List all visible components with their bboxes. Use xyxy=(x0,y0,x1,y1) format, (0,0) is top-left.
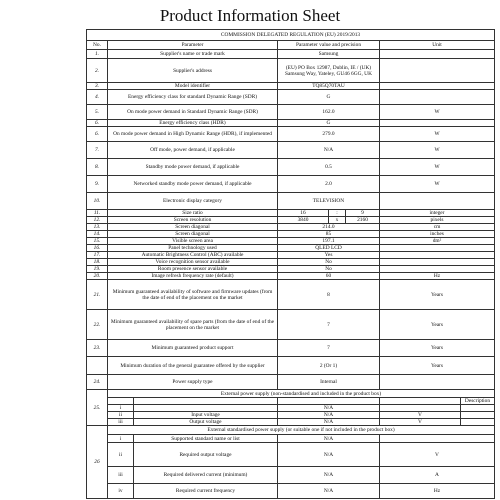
row-value-b: 9 xyxy=(346,210,380,217)
row-unit xyxy=(380,50,495,59)
row-parameter: Screen diagonal xyxy=(108,231,278,238)
row-parameter: Minimum duration of the general guarantee offered by the supplier xyxy=(108,357,278,375)
row-value: N/A xyxy=(278,443,380,467)
row-value: 279.0 xyxy=(278,127,380,142)
table-row xyxy=(87,280,495,310)
row-unit: W xyxy=(380,127,495,142)
table-row xyxy=(87,90,495,105)
row-value-separator: x xyxy=(329,217,346,224)
row-parameter: Required delivered current (minimum) xyxy=(134,467,278,484)
row-value: Internal xyxy=(278,375,380,390)
blank-cell xyxy=(380,398,461,405)
table-row xyxy=(87,127,495,142)
row-value: 85 xyxy=(278,231,380,238)
row-unit xyxy=(380,252,495,259)
row-number: 4. xyxy=(87,90,108,105)
row-parameter: Automatic Brightness Control (ABC) available xyxy=(108,252,278,259)
row-value: 60 xyxy=(278,273,380,280)
row-unit: Years xyxy=(380,280,495,310)
row-value: N/A xyxy=(278,142,380,159)
row-number: 5. xyxy=(87,105,108,120)
row-number: 6. xyxy=(87,127,108,142)
row-unit: Years xyxy=(380,357,495,375)
row-value: No xyxy=(278,259,380,266)
external-power-header: External power supply (non-standardised and included in the product box) xyxy=(108,390,495,398)
row-unit: W xyxy=(380,105,495,120)
table-row xyxy=(87,310,495,340)
description-header: Description xyxy=(461,398,495,405)
table-row xyxy=(87,375,495,390)
row-number: 2. xyxy=(87,59,108,83)
external-power-header-row xyxy=(87,390,495,398)
row-number: 14. xyxy=(87,231,108,238)
header-no: No. xyxy=(87,41,108,50)
row-parameter: Supplier's name or trade mark xyxy=(108,50,278,59)
row-value: N/A xyxy=(278,484,380,499)
row-value-separator: : xyxy=(329,210,346,217)
table-row xyxy=(87,259,495,266)
row-number: 23. xyxy=(87,340,108,357)
header-parameter: Parameter xyxy=(108,41,278,50)
row-number: 1. xyxy=(87,50,108,59)
row-unit: cm xyxy=(380,224,495,231)
row-value: Samsung xyxy=(278,50,380,59)
row-number: 7. xyxy=(87,142,108,159)
row-value: 8 xyxy=(278,280,380,310)
row-value: TQ85Q70TAU xyxy=(278,83,380,90)
table-row xyxy=(87,193,495,210)
row-value: (EU) PO Box 12987, Dublin, IE / (UK) Samsung Way, Yateley, GU46 6GG, UK xyxy=(278,59,380,83)
row-number: 12. xyxy=(87,217,108,224)
row-number xyxy=(87,357,108,375)
table-row xyxy=(87,238,495,245)
table-row xyxy=(87,412,495,419)
row-parameter: Model identifier xyxy=(108,83,278,90)
row-number: 11. xyxy=(87,210,108,217)
information-table xyxy=(86,29,495,499)
sub-index: iv xyxy=(108,484,134,499)
row-parameter xyxy=(134,405,278,412)
header-value: Parameter value and precision xyxy=(278,41,380,50)
row-parameter: On mode power demand in Standard Dynamic Range (SDR) xyxy=(108,105,278,120)
table-row xyxy=(87,435,495,443)
table-row xyxy=(87,176,495,193)
row-unit: inches xyxy=(380,231,495,238)
row-parameter: Visible screen area xyxy=(108,238,278,245)
row-unit: V xyxy=(380,443,495,467)
table-row xyxy=(87,340,495,357)
row-value: 162.0 xyxy=(278,105,380,120)
sub-index: iii xyxy=(108,419,134,426)
row-value: 197.1 xyxy=(278,238,380,245)
row-parameter: Off mode, power demand, if applicable xyxy=(108,142,278,159)
table-row xyxy=(87,83,495,90)
table-row xyxy=(87,142,495,159)
row-parameter: Output voltage xyxy=(134,419,278,426)
row-unit xyxy=(380,59,495,83)
row-unit: Years xyxy=(380,340,495,357)
row-unit: W xyxy=(380,159,495,176)
sub-index: i xyxy=(108,405,134,412)
row-parameter: Energy efficiency class for standard Dynamic Range (SDR) xyxy=(108,90,278,105)
table-row xyxy=(87,210,495,217)
row-number: 22. xyxy=(87,310,108,340)
blank-cell xyxy=(134,398,278,405)
table-row xyxy=(87,443,495,467)
row-unit xyxy=(380,245,495,252)
row-unit xyxy=(380,83,495,90)
row-unit xyxy=(380,259,495,266)
row-number: 21. xyxy=(87,280,108,310)
row-parameter: Minimum guaranteed availability of spare parts (from the date of end of the placement on the market xyxy=(108,310,278,340)
row-value: N/A xyxy=(278,405,380,412)
row-value: N/A xyxy=(278,419,380,426)
row-value: G xyxy=(278,120,380,127)
table-row xyxy=(87,405,495,412)
table-row xyxy=(87,467,495,484)
row-number: 13. xyxy=(87,224,108,231)
row-number: 16. xyxy=(87,245,108,252)
subtitle-row xyxy=(87,30,495,41)
row-unit xyxy=(380,405,461,412)
row-parameter: Minimum guaranteed availability of software and firmware updates (from the date of end of the placement on the market xyxy=(108,280,278,310)
row-unit: W xyxy=(380,176,495,193)
row-parameter: Energy efficiency class (HDR) xyxy=(108,120,278,127)
row-unit: Years xyxy=(380,310,495,340)
blank-cell xyxy=(108,398,134,405)
table-row xyxy=(87,159,495,176)
row-unit: integer xyxy=(380,210,495,217)
row-unit: V xyxy=(380,419,461,426)
table-row xyxy=(87,59,495,83)
row-unit: pixels xyxy=(380,217,495,224)
row-parameter: Input voltage xyxy=(134,412,278,419)
table-row xyxy=(87,419,495,426)
row-number: 17. xyxy=(87,252,108,259)
external-power-subheader-row xyxy=(87,398,495,405)
row-unit xyxy=(380,120,495,127)
row-unit: dm² xyxy=(380,238,495,245)
sub-index: ii xyxy=(108,443,134,467)
row-value: 7 xyxy=(278,310,380,340)
row-unit xyxy=(380,193,495,210)
row-value-b: 2160 xyxy=(346,217,380,224)
row-description xyxy=(461,405,495,412)
row-parameter: On mode power demand in High Dynamic Range (HDR), if implemented xyxy=(108,127,278,142)
row-unit: Hz xyxy=(380,273,495,280)
row-parameter: Room presence sensor available xyxy=(108,266,278,273)
row-number: 15. xyxy=(87,238,108,245)
standard-power-header-row xyxy=(87,426,495,435)
sub-index: iii xyxy=(108,467,134,484)
row-parameter: Minimum guaranteed product support xyxy=(108,340,278,357)
row-unit: A xyxy=(380,467,495,484)
row-value: No xyxy=(278,266,380,273)
row-unit xyxy=(380,435,495,443)
row-value: QLED LCD xyxy=(278,245,380,252)
row-parameter: Size ratio xyxy=(108,210,278,217)
row-value: Yes xyxy=(278,252,380,259)
row-parameter: Supplier's address xyxy=(108,59,278,83)
row-value: N/A xyxy=(278,435,380,443)
regulation-subtitle: COMMISSION DELEGATED REGULATION (EU) 2019/2013 xyxy=(87,30,495,41)
row-parameter: Electronic display category xyxy=(108,193,278,210)
row-number: 20. xyxy=(87,273,108,280)
row-parameter: Voice recognition sensor available xyxy=(108,259,278,266)
row-parameter: Power supply type xyxy=(108,375,278,390)
row-value: N/A xyxy=(278,467,380,484)
row-value: 214.0 xyxy=(278,224,380,231)
sub-index: ii xyxy=(108,412,134,419)
row-parameter: Required current frequency xyxy=(134,484,278,499)
row-value: 7 xyxy=(278,340,380,357)
table-row xyxy=(87,357,495,375)
row-parameter: Screen resolution xyxy=(108,217,278,224)
page-title: Product Information Sheet xyxy=(159,6,341,25)
table-row xyxy=(87,120,495,127)
row-number: 6. xyxy=(87,120,108,127)
row-value: 2.0 xyxy=(278,176,380,193)
table-row xyxy=(87,484,495,499)
row-value: TELEVISION xyxy=(278,193,380,210)
row-value: N/A xyxy=(278,412,380,419)
row-number: 3. xyxy=(87,83,108,90)
row-number: 19. xyxy=(87,266,108,273)
row-parameter: Required output voltage xyxy=(134,443,278,467)
row-number: 26 xyxy=(87,426,108,499)
row-number: 24. xyxy=(87,375,108,390)
row-parameter: Supported standard name or list xyxy=(134,435,278,443)
row-number: 8. xyxy=(87,159,108,176)
row-description xyxy=(461,412,495,419)
row-parameter: Standby mode power demand, if applicable xyxy=(108,159,278,176)
header-unit: Unit xyxy=(380,41,495,50)
row-value: 0.5 xyxy=(278,159,380,176)
row-parameter: Networked standby mode power demand, if applicable xyxy=(108,176,278,193)
row-parameter: Screen diagonal xyxy=(108,224,278,231)
row-description xyxy=(461,419,495,426)
table-row xyxy=(87,217,495,224)
row-unit: W xyxy=(380,142,495,159)
row-value-a: 3840 xyxy=(278,217,329,224)
sub-index: i xyxy=(108,435,134,443)
row-number: 25. xyxy=(87,390,108,426)
row-unit xyxy=(380,266,495,273)
row-parameter: Panel technology used xyxy=(108,245,278,252)
row-unit xyxy=(380,375,495,390)
table-row xyxy=(87,273,495,280)
row-parameter: Image refresh frequency rate (default) xyxy=(108,273,278,280)
table-row xyxy=(87,245,495,252)
table-row xyxy=(87,266,495,273)
row-number: 9. xyxy=(87,176,108,193)
row-unit: Hz xyxy=(380,484,495,499)
table-row xyxy=(87,252,495,259)
row-value: G xyxy=(278,90,380,105)
row-number: 18. xyxy=(87,259,108,266)
table-row xyxy=(87,224,495,231)
row-unit: V xyxy=(380,412,461,419)
table-row xyxy=(87,105,495,120)
row-unit xyxy=(380,90,495,105)
row-value: 2 (Or 1) xyxy=(278,357,380,375)
header-row xyxy=(87,41,495,50)
table-row xyxy=(87,231,495,238)
row-number: 10. xyxy=(87,193,108,210)
standard-power-header: External standardised power supply (or suitable one if not included in the product box) xyxy=(108,426,495,435)
row-value-a: 16 xyxy=(278,210,329,217)
blank-cell xyxy=(278,398,380,405)
table-row xyxy=(87,50,495,59)
